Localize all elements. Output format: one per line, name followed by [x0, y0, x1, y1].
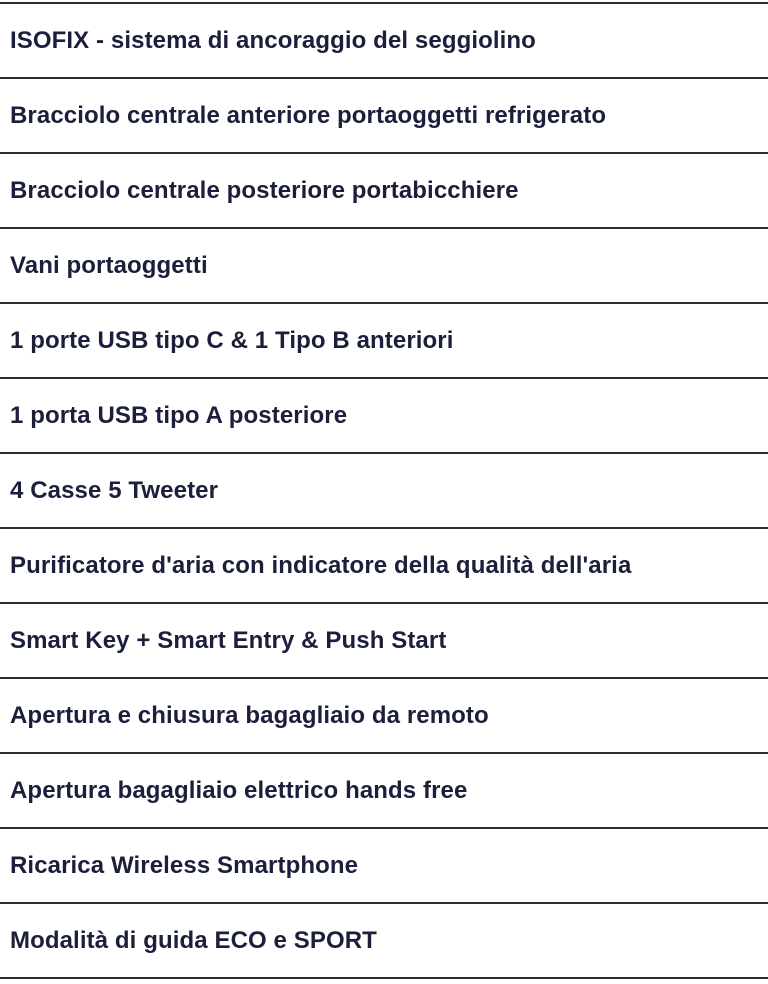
feature-row-smart-key	[0, 604, 768, 679]
feature-row-wireless-charging	[0, 829, 768, 904]
feature-row-rear-armrest	[0, 154, 768, 229]
feature-label: Bracciolo centrale posteriore portabicchiere	[10, 176, 519, 204]
feature-row-front-usb	[0, 304, 768, 379]
feature-row-storage	[0, 229, 768, 304]
feature-row-isofix	[0, 4, 768, 79]
feature-label: Vani portaoggetti	[10, 251, 208, 279]
feature-label: Ricarica Wireless Smartphone	[10, 851, 359, 879]
feature-label: Apertura bagagliaio elettrico hands free	[10, 776, 468, 804]
feature-row-speakers	[0, 454, 768, 529]
feature-label: 1 porte USB tipo C & 1 Tipo B anteriori	[10, 326, 454, 354]
feature-row-hands-free-trunk	[0, 754, 768, 829]
feature-label: Bracciolo centrale anteriore portaoggetti refrigerato	[10, 101, 607, 129]
feature-label: 4 Casse 5 Tweeter	[10, 476, 219, 504]
feature-label: Smart Key + Smart Entry & Push Start	[10, 626, 447, 654]
feature-label: Purificatore d'aria con indicatore della qualità dell'aria	[10, 551, 632, 579]
feature-label: ISOFIX - sistema di ancoraggio del seggiolino	[10, 26, 536, 54]
feature-row-air-purifier	[0, 529, 768, 604]
feature-row-drive-modes	[0, 904, 768, 979]
feature-label: Apertura e chiusura bagagliaio da remoto	[10, 701, 489, 729]
feature-row-rear-usb	[0, 379, 768, 454]
feature-label: 1 porta USB tipo A posteriore	[10, 401, 348, 429]
feature-row-remote-trunk	[0, 679, 768, 754]
features-list	[0, 2, 768, 979]
feature-label: Modalità di guida ECO e SPORT	[10, 926, 377, 954]
feature-row-front-armrest	[0, 79, 768, 154]
